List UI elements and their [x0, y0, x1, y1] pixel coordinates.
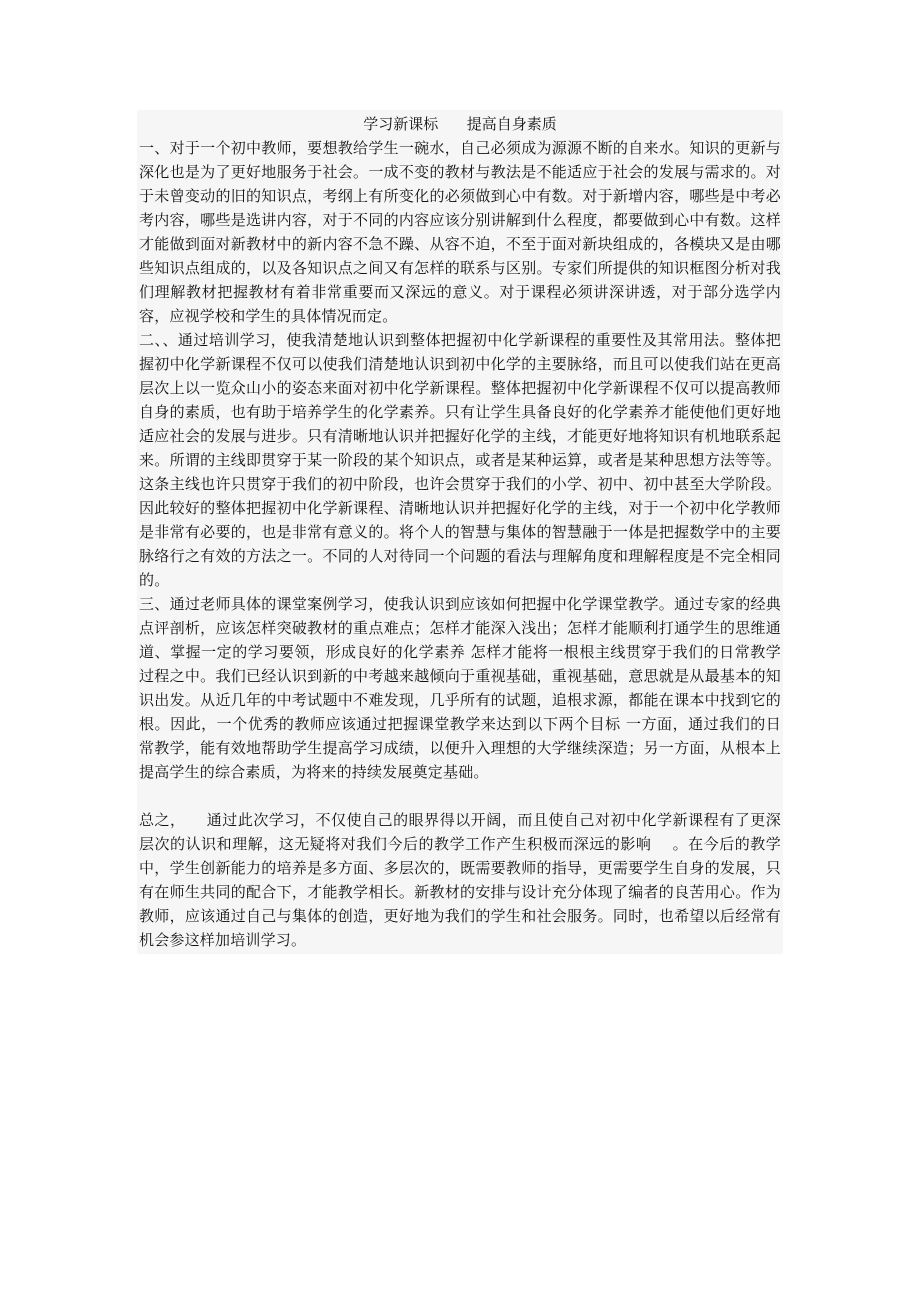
paragraph-3: 三、通过老师具体的课堂案例学习，使我认识到应该如何把握中化学课堂教学。通过专家的经典点评剖析，应该怎样突破教材的重点难点；怎样才能深入浅出；怎样才能顺利打通学生的思维通道、掌握一定的学习要领，形成良好的化学素养 怎样才能将一根根主线贯穿于我们的日常教学过程之中。我们已经认识到新的中考越来越倾向于重视基础，重视基础，意思就是从最基本的知识出发。从近几年的中考试题中不难发现，几乎所有的试题，追根求源，都能在课本中找到它的根。因此，一个优秀的教师应该通过把握课堂教学来达到以下两个目标 一方面，通过我们的日常教学，能有效地帮助学生提高学习成绩，以便升入理想的大学继续深造；另一方面，从根本上提高学生的综合素质，为将来的持续发展奠定基础。	[139, 595, 781, 781]
paragraph-gap	[139, 784, 781, 808]
document-body	[137, 110, 783, 954]
paragraph-2: 二、、通过培训学习，使我清楚地认识到整体把握初中化学新课程的重要性及其常用法。整体把握初中化学新课程不仅可以使我们清楚地认识到初中化学的主要脉络，而且可以使我们站在更高层次上以一览众山小的姿态来面对初中化学新课程。整体把握初中化学新课程不仅可以提高教师自身的素质，也有助于培养学生的化学素养。只有让学生具备良好的化学素养才能使他们更好地适应社会的发展与进步。只有清晰地认识并把握好化学的主线，才能更好地将知识有机地联系起来。所谓的主线即贯穿于某一阶段的某个知识点，或者是某种运算，或者是某种思想方法等等。这条主线也许只贯穿于我们的初中阶段，也许会贯穿于我们的小学、初中、初中甚至大学阶段。因此较好的整体把握初中化学新课程、清晰地认识并把握好化学的主线，对于一个初中化学教师是非常有必要的，也是非常有意义的。将个人的智慧与集体的智慧融于一体是把握数学中的主要脉络行之有效的方法之一。不同的人对待同一个问题的看法与理解角度和理解程度是不完全相同的。	[139, 331, 781, 589]
paragraph-1: 一、对于一个初中教师，要想教给学生一碗水，自己必须成为源源不断的自来水。知识的更新与深化也是为了更好地服务于社会。一成不变的教材与教法是不能适应于社会的发展与需求的。对于未曾变动的旧的知识点，考纲上有所变化的必须做到心中有数。对于新增内容，哪些是中考必考内容，哪些是选讲内容，对于不同的内容应该分别讲解到什么程度，都要做到心中有数。这样才能做到面对新教材中的新内容不急不躁、从容不迫，不至于面对新块组成的，各模块又是由哪些知识点组成的，以及各知识点之间又有怎样的联系与区别。专家们所提供的知识框图分析对我们理解教材把握教材有着非常重要而又深远的意义。对于课程必须讲深讲透，对于部分选学内容，应视学校和学生的具体情况而定。	[139, 139, 781, 325]
document-title: 学习新课标 提高自身素质	[363, 115, 557, 133]
paragraph-4: 总之， 通过此次学习，不仅使自己的眼界得以开阔，而且使自己对初中化学新课程有了更深层次的认识和理解，这无疑将对我们今后的教学工作产生积极而深远的影响 。在今后的教学中，学生创新能力的培养是多方面、多层次的，既需要教师的指导，更需要学生自身的发展，只有在师生共同的配合下，才能教学相长。新教材的安排与设计充分体现了编者的良苦用心。作为教师，应该通过自己与集体的创造，更好地为我们的学生和社会服务。同时，也希望以后经常有机会参这样加培训学习。	[139, 811, 781, 949]
